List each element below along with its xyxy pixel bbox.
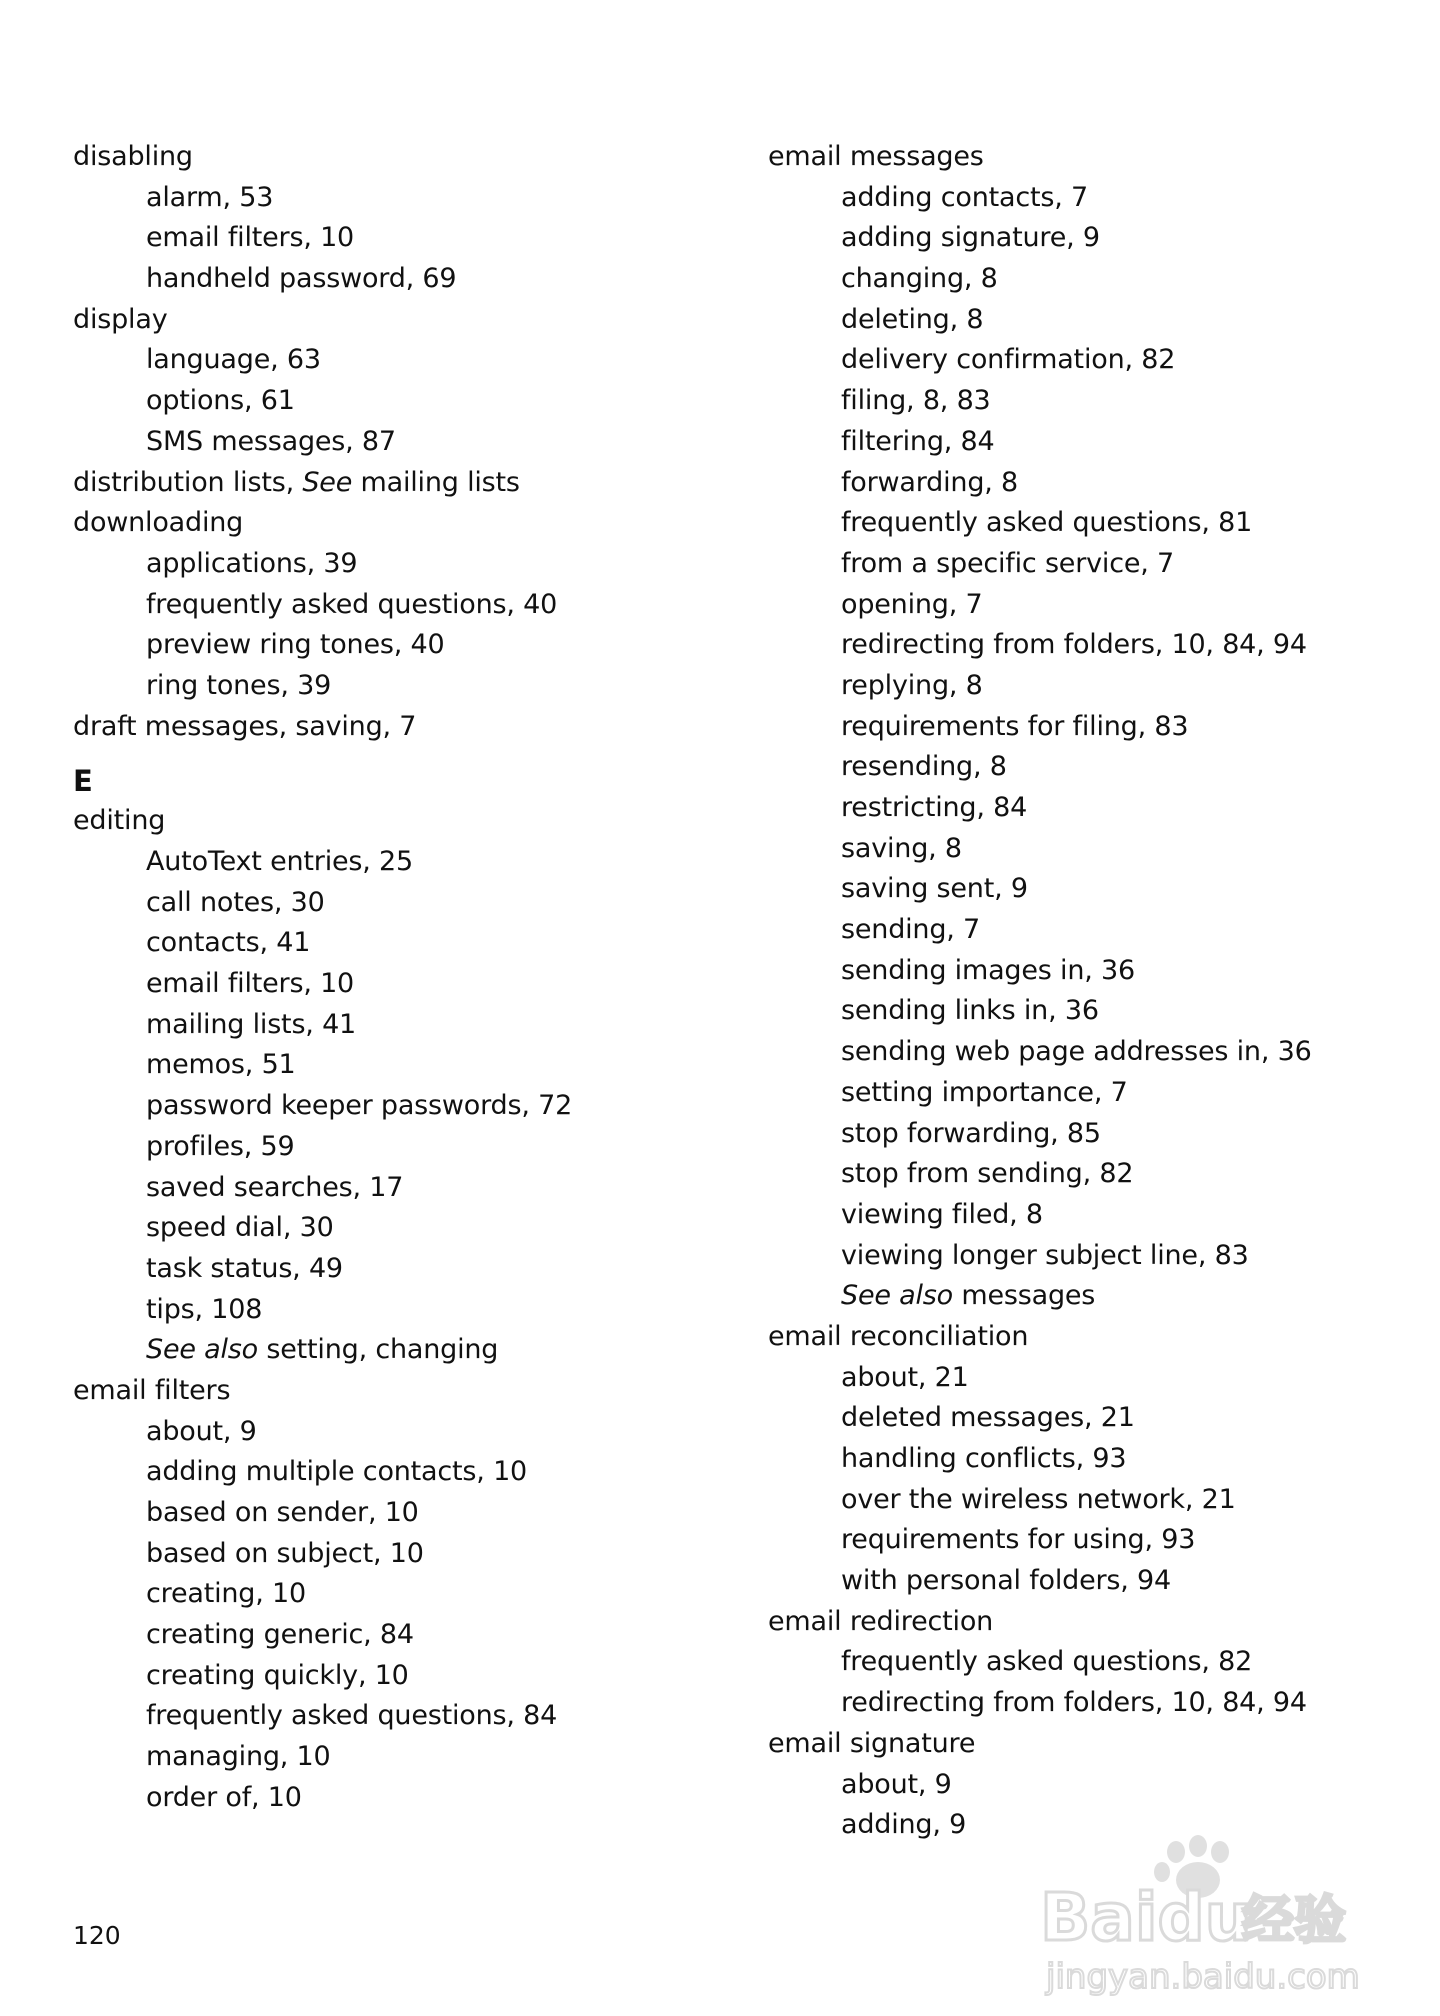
index-subentry: filing, 8, 83 bbox=[841, 385, 991, 417]
index-subentry: profiles, 59 bbox=[146, 1130, 295, 1162]
index-subentry: email filters, 10 bbox=[146, 968, 355, 1000]
index-subentry: ring tones, 39 bbox=[146, 669, 332, 701]
index-subentry: from a specific service, 7 bbox=[841, 547, 1174, 579]
index-subentry: over the wireless network, 21 bbox=[841, 1483, 1236, 1515]
index-subentry: based on sender, 10 bbox=[146, 1497, 419, 1528]
cross-reference-target: messages bbox=[952, 1280, 1096, 1312]
index-entry: email messages bbox=[768, 141, 984, 172]
index-subentry bbox=[768, 1276, 1408, 1317]
index-subentry: adding contacts, 7 bbox=[841, 181, 1089, 213]
index-subentry: options, 61 bbox=[146, 385, 295, 417]
index-subentry: email filters, 10 bbox=[146, 222, 355, 254]
index-subentry: restricting, 84 bbox=[841, 792, 1028, 823]
watermark-brand: Baidu bbox=[1040, 1879, 1252, 1956]
index-entry: draft messages, saving, 7 bbox=[73, 710, 417, 742]
index-subentry: sending, 7 bbox=[841, 914, 981, 946]
index-subentry: managing, 10 bbox=[146, 1741, 331, 1773]
index-subentry: about, 9 bbox=[841, 1768, 952, 1800]
index-subentry: adding signature, 9 bbox=[841, 222, 1100, 254]
index-subentry: based on subject, 10 bbox=[146, 1537, 424, 1569]
index-subentry: AutoText entries, 25 bbox=[146, 846, 413, 877]
index-subentry: contacts, 41 bbox=[146, 927, 311, 959]
index-subentry: saved searches, 17 bbox=[146, 1171, 404, 1203]
index-subentry: mailing lists, 41 bbox=[146, 1008, 357, 1040]
index-subentry: preview ring tones, 40 bbox=[146, 629, 445, 661]
index-subentry: requirements for filing, 83 bbox=[841, 710, 1189, 742]
index-subentry: about, 9 bbox=[146, 1415, 257, 1447]
index-subentry: resending, 8 bbox=[841, 751, 1007, 783]
index-subentry: saving sent, 9 bbox=[841, 873, 1028, 905]
index-subentry: SMS messages, 87 bbox=[146, 425, 396, 457]
index-subentry: handheld password, 69 bbox=[146, 263, 457, 295]
index-column-right bbox=[768, 137, 1408, 1846]
index-subentry: creating, 10 bbox=[146, 1578, 306, 1610]
index-subentry: stop forwarding, 85 bbox=[841, 1117, 1101, 1149]
index-subentry: sending web page addresses in, 36 bbox=[841, 1036, 1312, 1068]
index-subentry: saving, 8 bbox=[841, 832, 962, 864]
index-subentry: memos, 51 bbox=[146, 1049, 296, 1081]
index-subentry: deleting, 8 bbox=[841, 303, 984, 335]
index-subentry: adding, 9 bbox=[841, 1809, 967, 1841]
index-subentry: creating quickly, 10 bbox=[146, 1659, 409, 1691]
index-subentry: frequently asked questions, 81 bbox=[841, 507, 1253, 539]
cross-reference-label: See also bbox=[146, 1334, 258, 1366]
page-number: 120 bbox=[73, 1921, 121, 1950]
index-subentry: password keeper passwords, 72 bbox=[146, 1090, 573, 1122]
index-subentry: stop from sending, 82 bbox=[841, 1158, 1134, 1190]
index-entry: email signature bbox=[768, 1727, 976, 1759]
index-subentry: order of, 10 bbox=[146, 1781, 302, 1813]
index-subentry: creating generic, 84 bbox=[146, 1619, 414, 1651]
index-entry: email reconciliation bbox=[768, 1320, 1029, 1352]
index-entry: editing bbox=[73, 805, 166, 837]
index-entry: display bbox=[73, 303, 168, 335]
index-subentry: delivery confirmation, 82 bbox=[841, 344, 1176, 376]
index-subentry bbox=[73, 1330, 693, 1371]
cross-reference-target: setting, changing bbox=[257, 1334, 499, 1366]
cross-reference-target: mailing lists bbox=[352, 466, 520, 498]
index-subentry: language, 63 bbox=[146, 344, 321, 376]
index-subentry: with personal folders, 94 bbox=[841, 1565, 1172, 1597]
cross-reference-label: See bbox=[302, 466, 353, 498]
index-subentry: frequently asked questions, 82 bbox=[841, 1646, 1253, 1678]
index-subentry: viewing filed, 8 bbox=[841, 1198, 1043, 1230]
index-subentry: forwarding, 8 bbox=[841, 466, 1019, 498]
index-subentry: applications, 39 bbox=[146, 547, 358, 579]
index-subentry: frequently asked questions, 84 bbox=[146, 1700, 558, 1732]
index-subentry: redirecting from folders, 10, 84, 94 bbox=[841, 1687, 1307, 1719]
index-entry bbox=[73, 463, 693, 504]
index-letter-heading: E bbox=[73, 764, 93, 799]
index-subentry: deleted messages, 21 bbox=[841, 1402, 1135, 1434]
index-subentry: adding multiple contacts, 10 bbox=[146, 1456, 528, 1488]
index-entry: downloading bbox=[73, 507, 244, 539]
index-subentry: call notes, 30 bbox=[146, 886, 325, 918]
index-subentry: sending links in, 36 bbox=[841, 995, 1099, 1027]
index-subentry: tips, 108 bbox=[146, 1293, 263, 1325]
index-subentry: alarm, 53 bbox=[146, 181, 274, 213]
index-subentry: viewing longer subject line, 83 bbox=[841, 1239, 1249, 1271]
index-subentry: handling conflicts, 93 bbox=[841, 1443, 1127, 1474]
index-subentry: redirecting from folders, 10, 84, 94 bbox=[841, 629, 1307, 661]
index-entry: email filters bbox=[73, 1374, 231, 1406]
index-subentry: setting importance, 7 bbox=[841, 1076, 1128, 1108]
index-entry: disabling bbox=[73, 141, 193, 172]
index-subentry: changing, 8 bbox=[841, 263, 998, 295]
index-subentry: filtering, 84 bbox=[841, 425, 995, 457]
cross-reference-label: See also bbox=[841, 1280, 953, 1312]
index-subentry: task status, 49 bbox=[146, 1252, 343, 1284]
index-column-left bbox=[73, 137, 693, 1819]
index-subentry: about, 21 bbox=[841, 1361, 969, 1393]
entry-text: distribution lists, bbox=[73, 466, 303, 498]
index-subentry: replying, 8 bbox=[841, 669, 983, 701]
baidu-jingyan-watermark bbox=[1036, 1832, 1376, 2000]
index-subentry: speed dial, 30 bbox=[146, 1212, 334, 1244]
watermark-brand-cn: 经验 bbox=[1242, 1891, 1347, 1951]
index-subentry: frequently asked questions, 40 bbox=[146, 588, 558, 620]
watermark-url: jingyan.baidu.com bbox=[1046, 1957, 1360, 1997]
index-subentry: opening, 7 bbox=[841, 588, 983, 620]
index-entry: email redirection bbox=[768, 1605, 994, 1637]
index-subentry: requirements for using, 93 bbox=[841, 1524, 1196, 1556]
index-subentry: sending images in, 36 bbox=[841, 954, 1135, 986]
